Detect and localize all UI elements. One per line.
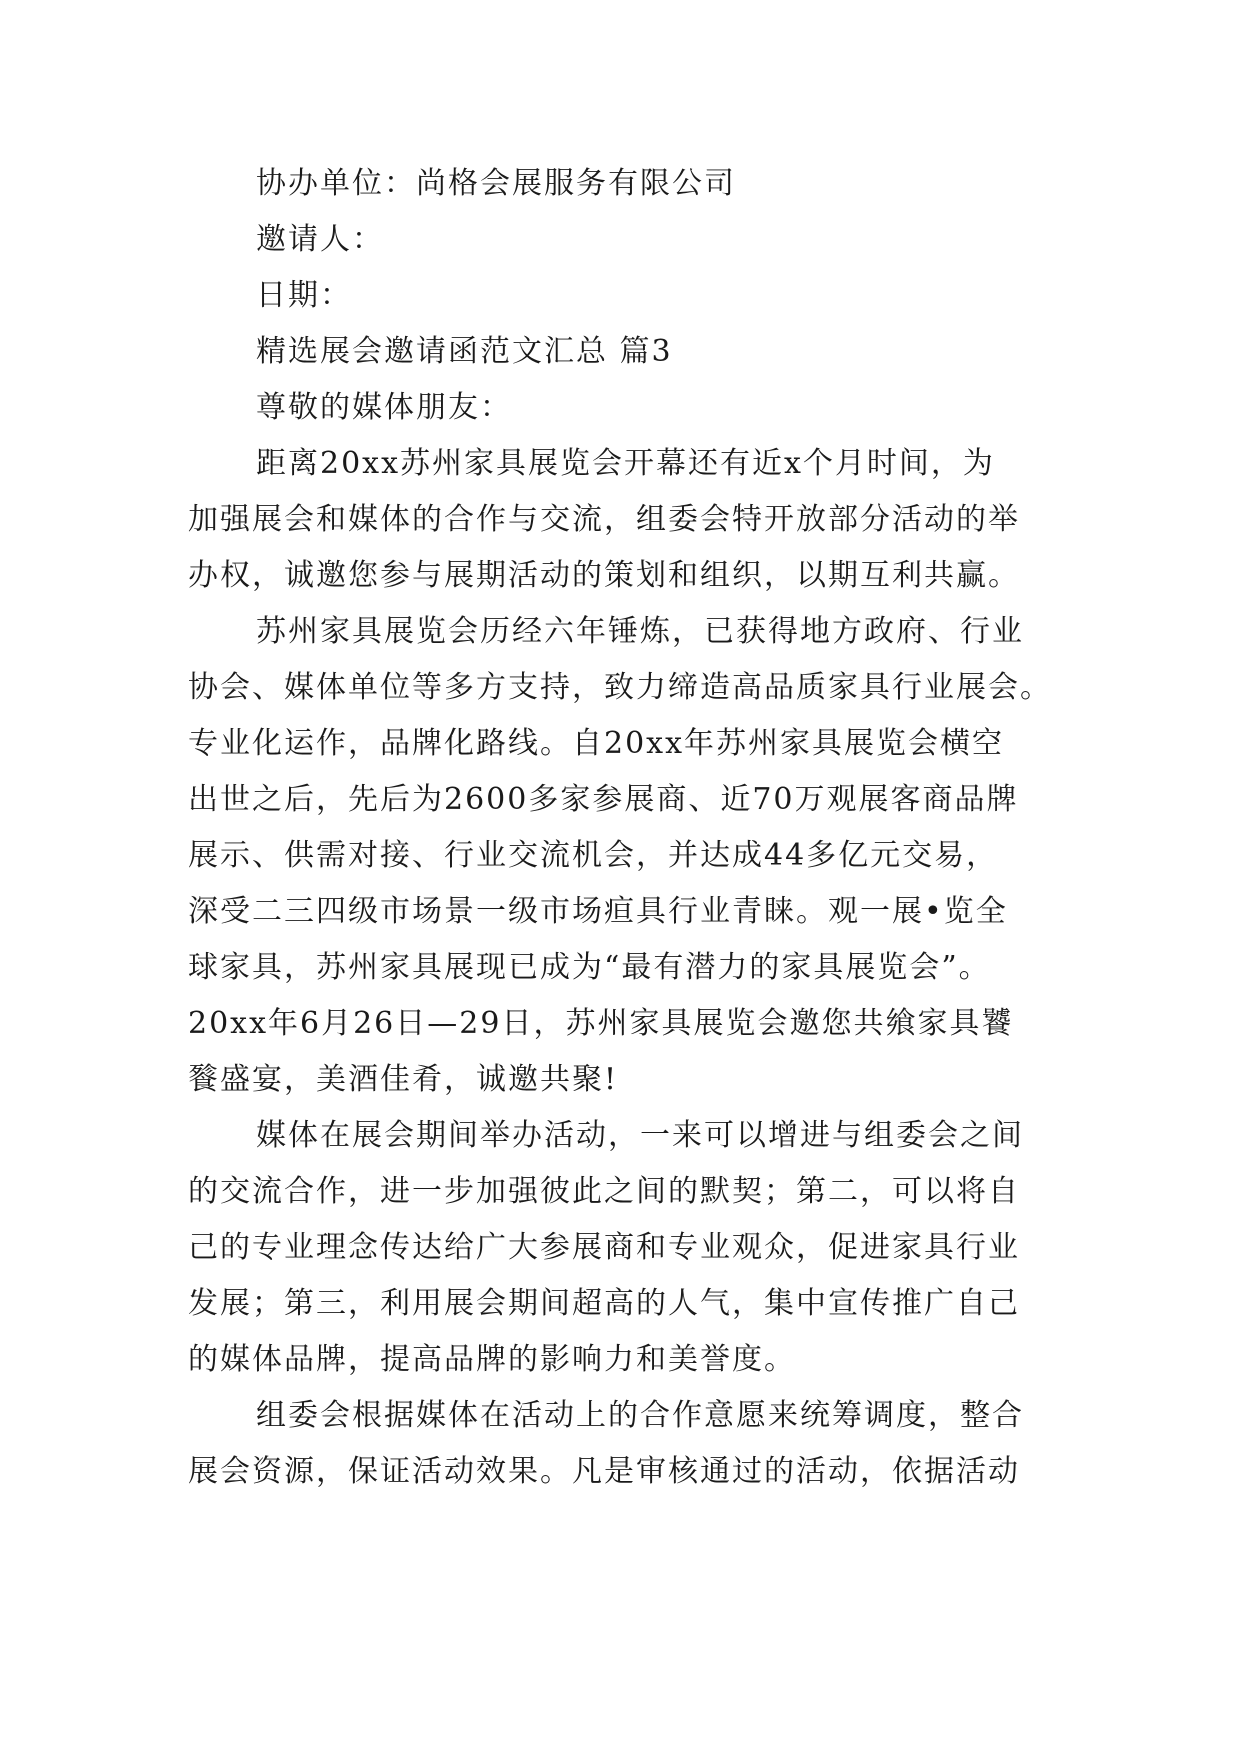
- paragraph-2-line-9: 餮盛宴，美酒佳肴，诚邀共聚!: [188, 1062, 619, 1097]
- salutation: 尊敬的媒体朋友：: [256, 390, 512, 425]
- paragraph-2-line-7: 球家具，苏州家具展现已成为“最有潜力的家具展览会”。: [188, 950, 991, 985]
- paragraph-1-line-1: 距离20xx苏州家具展览会开幕还有近x个月时间，为: [256, 446, 995, 481]
- paragraph-1-line-2: 加强展会和媒体的合作与交流，组委会特开放部分活动的举: [188, 502, 1020, 537]
- paragraph-2-line-1: 苏州家具展览会历经六年锤炼，已获得地方政府、行业: [256, 614, 1024, 649]
- inviter-line: 邀请人：: [256, 222, 384, 257]
- paragraph-2-line-2: 协会、媒体单位等多方支持，致力缔造高品质家具行业展会。: [188, 670, 1052, 705]
- paragraph-2-line-4: 出世之后，先后为2600多家参展商、近70万观展客商品牌: [188, 782, 1019, 817]
- date-line: 日期：: [256, 278, 352, 313]
- paragraph-3-line-1: 媒体在展会期间举办活动，一来可以增进与组委会之间: [256, 1118, 1024, 1153]
- paragraph-2-line-6: 深受二三四级市场景一级市场疸具行业青睐。观一展•览全: [188, 894, 1008, 929]
- paragraph-2-line-8: 20xx年6月26日—29日，苏州家具展览会邀您共飨家具饕: [188, 1006, 1014, 1041]
- section-heading: 精选展会邀请函范文汇总 篇3: [256, 334, 673, 369]
- paragraph-3-line-3: 己的专业理念传达给广大参展商和专业观众，促进家具行业: [188, 1230, 1020, 1265]
- paragraph-2-line-5: 展示、供需对接、行业交流机会，并达成44多亿元交易，: [188, 838, 999, 873]
- paragraph-1-line-3: 办权，诚邀您参与展期活动的策划和组织，以期互利共赢。: [188, 558, 1020, 593]
- co-organizer-line: 协办单位：尚格会展服务有限公司: [256, 166, 736, 201]
- paragraph-3-line-5: 的媒体品牌，提高品牌的影响力和美誉度。: [188, 1342, 796, 1377]
- paragraph-4-line-2: 展会资源，保证活动效果。凡是审核通过的活动，依据活动: [188, 1454, 1020, 1489]
- paragraph-2-line-3: 专业化运作，品牌化路线。自20xx年苏州家具展览会横空: [188, 726, 1005, 761]
- paragraph-3-line-4: 发展；第三，利用展会期间超高的人气，集中宣传推广自己: [188, 1286, 1020, 1321]
- paragraph-3-line-2: 的交流合作，进一步加强彼此之间的默契；第二，可以将自: [188, 1174, 1020, 1209]
- paragraph-4-line-1: 组委会根据媒体在活动上的合作意愿来统筹调度，整合: [256, 1398, 1024, 1433]
